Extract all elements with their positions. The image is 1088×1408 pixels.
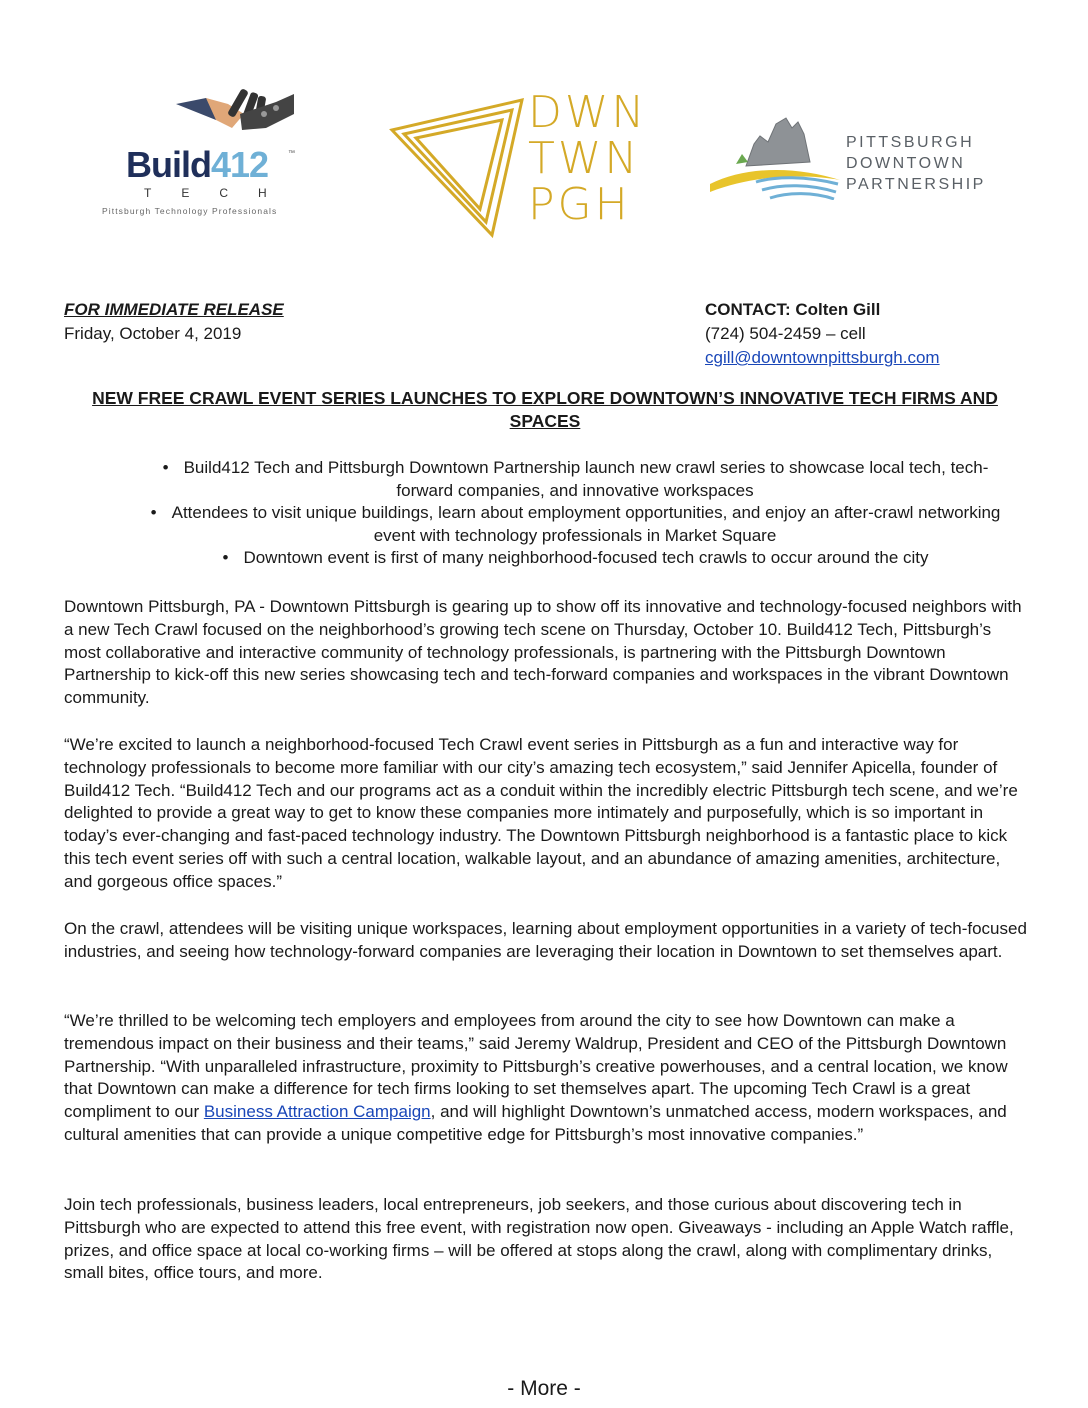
- release-label: FOR IMMEDIATE RELEASE: [64, 300, 284, 319]
- bullet-item: • Attendees to visit unique buildings, learn about employment opportunities, and enjoy an after-crawl networking: [100, 502, 1050, 525]
- build412-wordmark: Build412: [126, 144, 269, 185]
- dwntwnpgh-letters: DWN TWN PGH: [528, 87, 648, 230]
- build412-tech-logo: [96, 84, 316, 219]
- more-footer: - More -: [507, 1377, 581, 1400]
- triangle-icon: [382, 90, 532, 240]
- dwntwnpgh-logo: [382, 87, 648, 240]
- contact-email-link[interactable]: cgill@downtownpittsburgh.com: [705, 348, 940, 367]
- trademark-mark: ™: [288, 150, 295, 157]
- bullet-icon: •: [150, 503, 157, 522]
- bullet-list: [100, 457, 1050, 570]
- build412-tech-letters: TECH: [144, 186, 297, 200]
- bullet-icon: •: [162, 458, 169, 477]
- paragraph-apicella-quote: “We’re excited to launch a neighborhood-focused Tech Crawl event series in Pittsburgh as a fun and interactive way for technology professionals to become more familiar with our city’s amazing tech ecosystem,” said Jennifer Apicella, founder of Build412 Tech. “Build412 Tech and our programs act as a conduit within the incredibly electric Pittsburgh tech scene, and we’re delighted to provide a great way to get to know these companies more intimately and purposefully, which is so important in today’s ever-changing and fast-paced technology industry. The Downtown Pittsburgh neighborhood is a fantastic place to kick this tech event series off with such a central location, walkable layout, and an abundance of amazing amenities, architecture, and gorgeous office spaces.”: [64, 735, 1018, 891]
- pdp-wordmark: PITTSBURGH DOWNTOWN PARTNERSHIP: [846, 134, 986, 193]
- handshake-icon: [176, 84, 296, 146]
- paragraph-crawl-details: On the crawl, attendees will be visiting unique workspaces, learning about employment opportunities in a variety of tech-focused industries, and seeing how technology-forward companies are leveraging their location in Downtown to set themselves apart.: [64, 919, 1027, 961]
- paragraph-waldrup-quote: “We’re thrilled to be welcoming tech employers and employees from around the city to see how Downtown can make a tremendous impact on their business and their teams,” said Jeremy Waldrup, President and CEO of the Pittsburgh Downtown Partnership. “With unparalleled infrastructure, proximity to Pittsburgh’s creative powerhouses, and a central location, we know that Downtown can make a difference for tech firms looking to set themselves apart. The upcoming Tech Crawl is a great compliment to our Business Attraction Campaign, and will highlight Downtown’s unmatched access, modern workspaces, and cultural amenities that can provide a unique competitive edge for Pittsburgh’s most innovative companies.”: [64, 1011, 1008, 1144]
- paragraph-intro: Downtown Pittsburgh, PA - Downtown Pittsburgh is gearing up to show off its innovative and technology-focused neighbors with a new Tech Crawl focused on the neighborhood’s growing tech scene on Thursday, October 10. Build412 Tech, Pittsburgh’s most collaborative and interactive community of technology professionals, is partnering with the Pittsburgh Downtown Partnership to kick-off this new series showcasing tech and tech-forward companies and workspaces in the vibrant Downtown community.: [64, 597, 1022, 708]
- bullet-item: • Downtown event is first of many neighborhood-focused tech crawls to occur around the city: [100, 547, 1050, 570]
- business-attraction-campaign-link[interactable]: Business Attraction Campaign: [203, 1102, 431, 1122]
- contact-phone: (724) 504-2459 – cell: [705, 324, 866, 343]
- release-date: Friday, October 4, 2019: [64, 324, 242, 343]
- bullet-item-continuation: event with technology professionals in Market Square: [373, 525, 777, 545]
- release-info: [64, 298, 284, 346]
- pittsburgh-downtown-partnership-logo: [706, 114, 996, 204]
- headline: NEW FREE CRAWL EVENT SERIES LAUNCHES TO EXPLORE DOWNTOWN’S INNOVATIVE TECH FIRMS AND SPACES: [92, 388, 998, 431]
- contact-info: [705, 298, 940, 370]
- paragraph-join: Join tech professionals, business leaders, local entrepreneurs, job seekers, and those curious about discovering tech in Pittsburgh who are expected to attend this free event, with registration now open. Giveaways - including an Apple Watch raffle, prizes, and office space at local co-working firms – will be offered at stops along the crawl, along with complimentary drinks, small bites, office tours, and more.: [64, 1195, 1014, 1283]
- build412-tagline: Pittsburgh Technology Professionals: [102, 206, 278, 216]
- contact-title: CONTACT: Colten Gill: [705, 300, 881, 319]
- skyline-icon: [706, 114, 842, 200]
- bullet-item-continuation: forward companies, and innovative workspaces: [396, 480, 754, 500]
- bullet-item: • Build412 Tech and Pittsburgh Downtown Partnership launch new crawl series to showcase local tech, tech-: [100, 457, 1050, 480]
- bullet-icon: •: [222, 548, 229, 567]
